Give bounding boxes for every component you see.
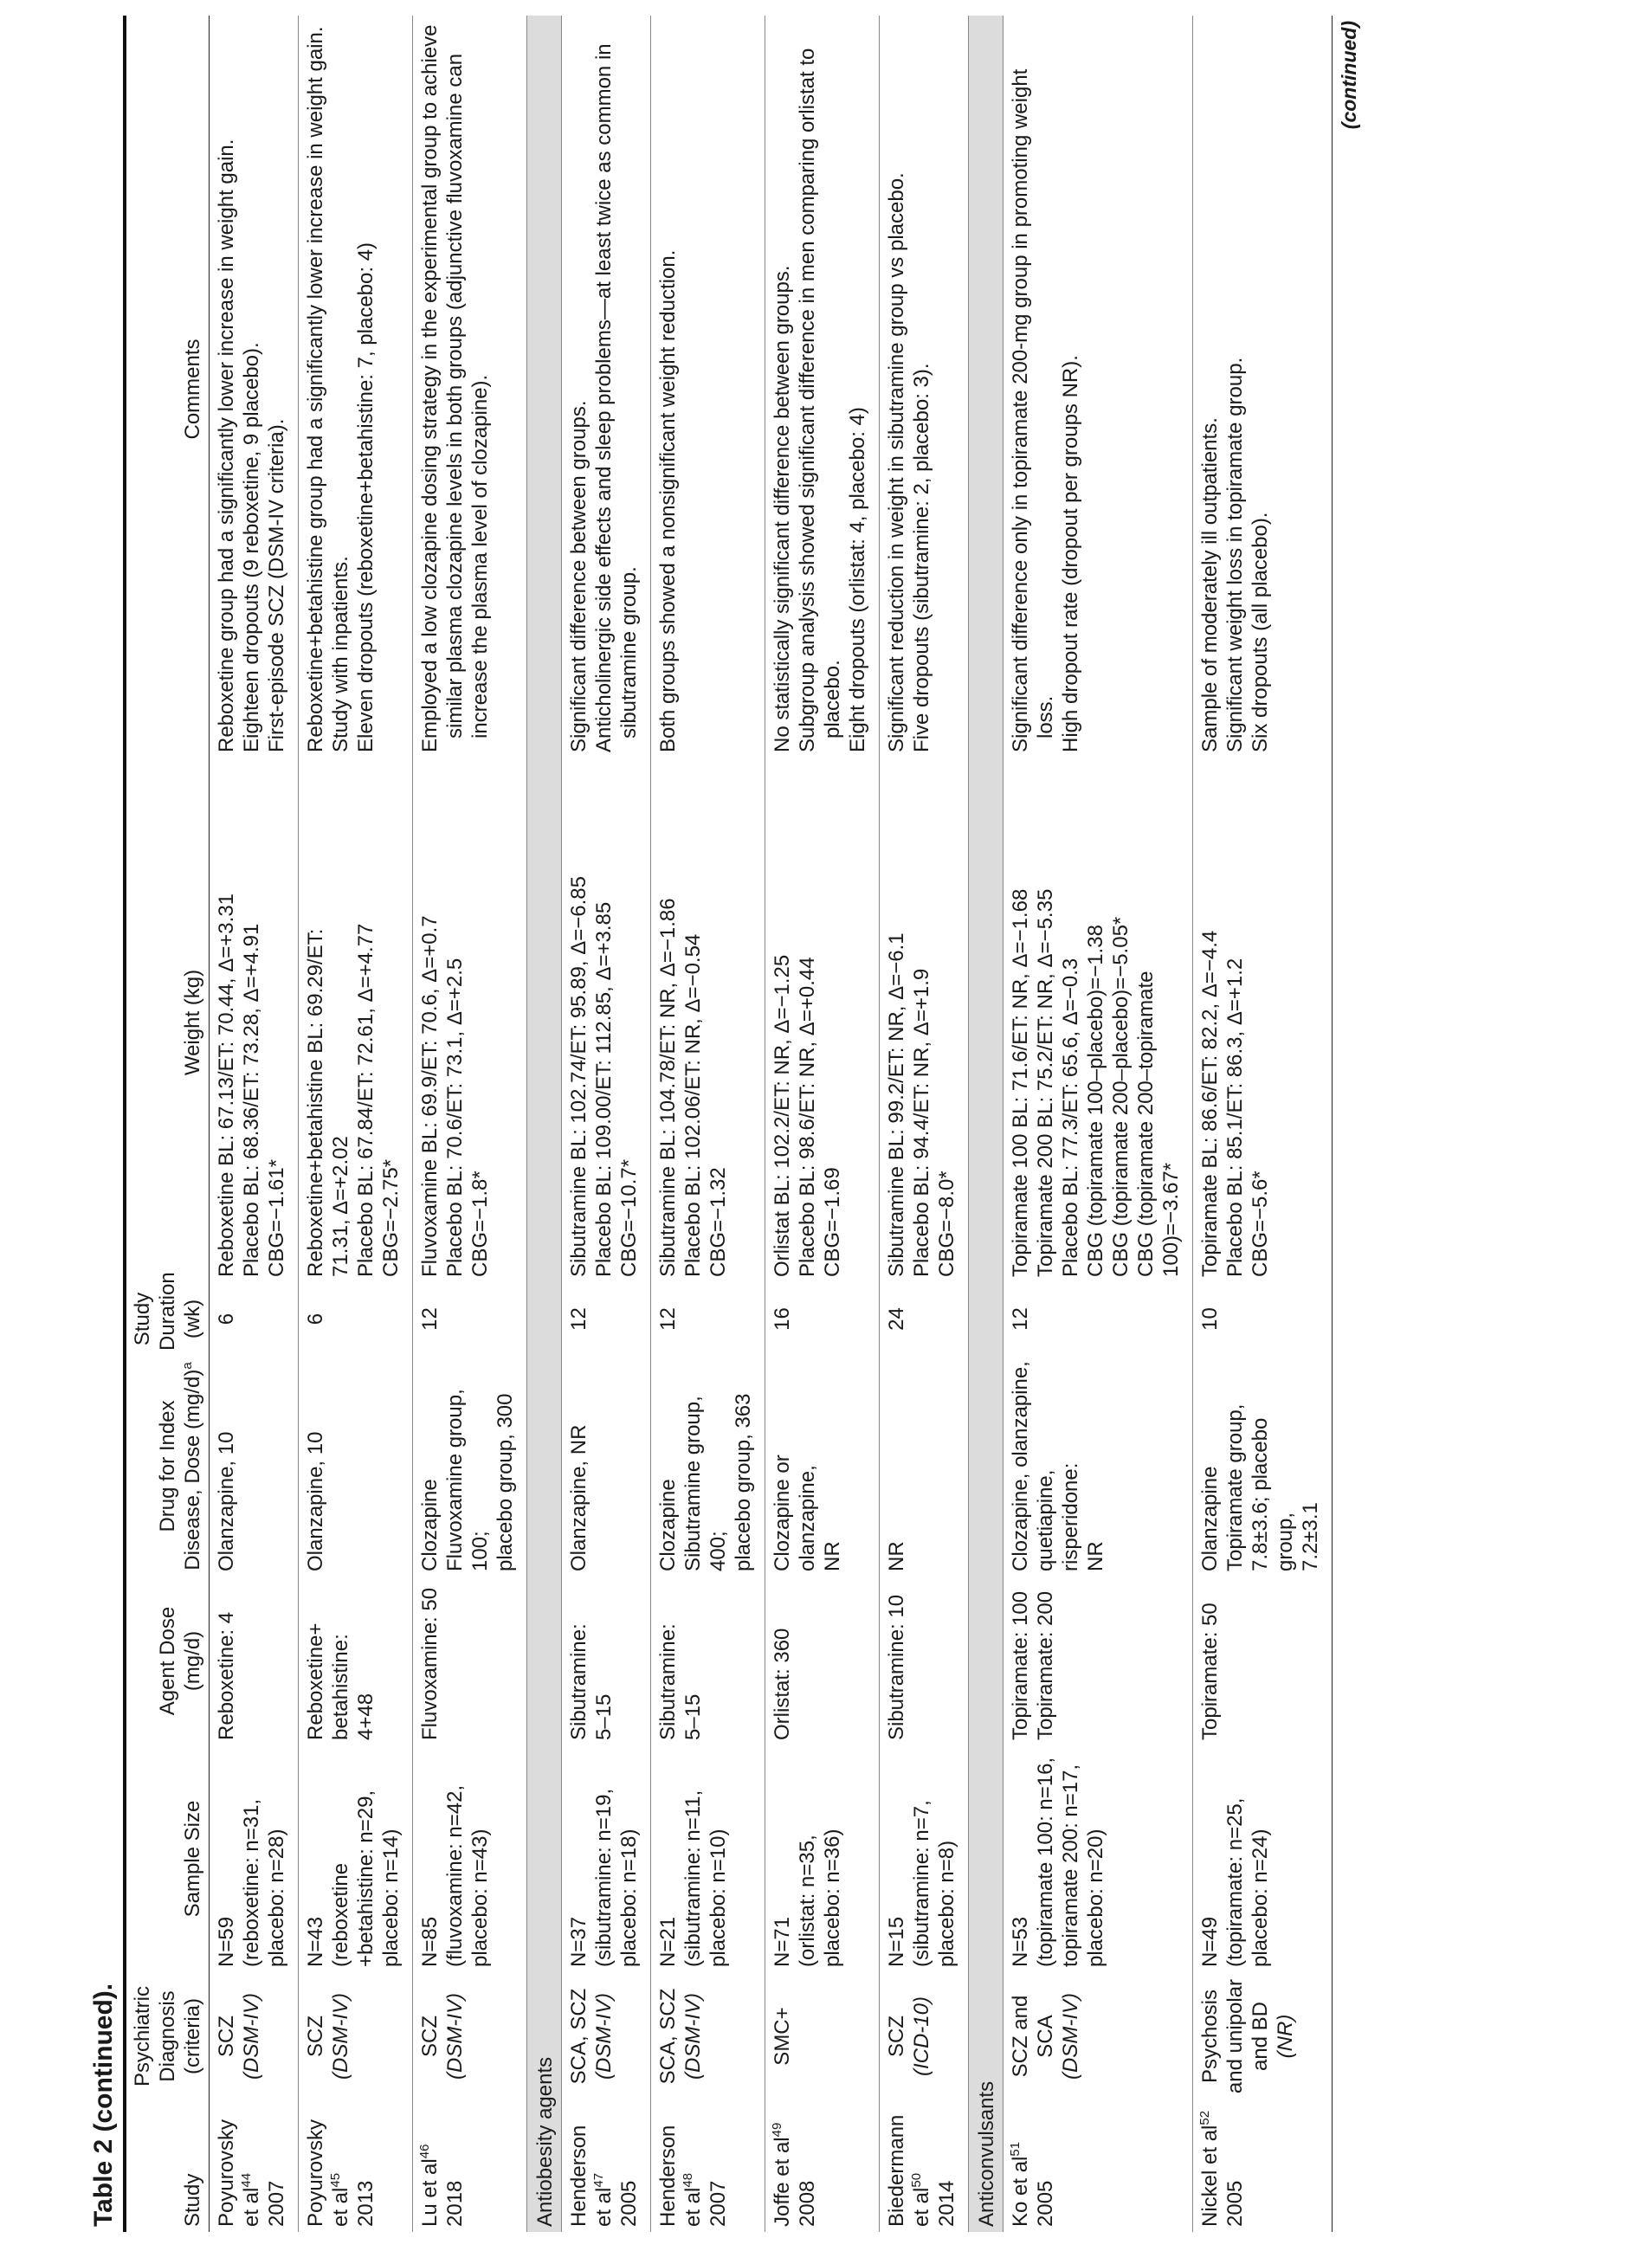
drug-cell (210, 1356, 299, 1577)
drug-line: Clozapine or olanzapine, (771, 1454, 819, 1571)
agent-line: Sibutramine: (567, 1623, 590, 1740)
diagnosis-cell (651, 1972, 765, 2100)
weight-line: Placebo BL: 98.6/ET: NR, Δ=+0.44 (796, 957, 819, 1277)
agent-line: 5–15 (592, 1693, 616, 1740)
sample-line: N=21 (656, 1916, 680, 1967)
weight-line: Topiramate 200 BL: 75.2/ET: NR, Δ=−5.35 (1034, 888, 1057, 1277)
weight-cell (880, 763, 969, 1282)
drug-cell (880, 1356, 969, 1577)
diagnosis-criteria: (ICD-10) (910, 1996, 933, 2077)
sample-line: placebo: n=36) (821, 1829, 844, 1967)
diagnosis: SCZ (215, 2016, 238, 2057)
comments-cell (880, 16, 969, 763)
study-year: 2005 (617, 2180, 641, 2227)
header-sample-size: Sample Size (126, 1745, 210, 1972)
weight-line: CBG=−1.8* (468, 1171, 492, 1277)
data-table (126, 16, 1332, 2232)
category-label: Anticonvulsants (969, 16, 1003, 2232)
sample-line: (sibutramine: n=19, (592, 1788, 616, 1967)
weight-line: Placebo BL: 109.00/ET: 112.85, Δ=+3.85 (592, 901, 616, 1277)
study-cell (880, 2100, 969, 2232)
duration-cell: 6 (299, 1282, 413, 1356)
drug-cell (1003, 1356, 1193, 1577)
header-duration: Study Duration (wk) (126, 1282, 210, 1356)
study-ref: 47 (591, 2172, 606, 2188)
comment-line: Eleven dropouts (reboxetine+betahistine: 7, placebo: 4) (354, 242, 378, 752)
diagnosis: SCA, SCZ (567, 1988, 590, 2085)
sample-line: (reboxetine (329, 1862, 352, 1967)
weight-cell (765, 763, 880, 1282)
comments-cell (562, 16, 651, 763)
study-year: 2008 (796, 2180, 819, 2227)
sample-line: placebo: n=43) (468, 1829, 492, 1967)
weight-line: Topiramate 100 BL: 71.6/ET: NR, Δ=−1.68 (1009, 888, 1032, 1277)
comment-line: Subgroup analysis showed significant difference in men comparing orlistat to placebo. (796, 48, 844, 752)
sample-cell (765, 1745, 880, 1972)
drug-cell (299, 1356, 413, 1577)
drug-line: 7.2±3.1 (1299, 1502, 1322, 1571)
study-year: 2005 (1223, 2180, 1247, 2227)
diagnosis: SMC+ (771, 2007, 794, 2066)
study-name: Lu et al (418, 2158, 442, 2227)
comment-line: No statistically significant difference between groups. (771, 265, 794, 752)
sample-line: N=53 (1009, 1916, 1032, 1967)
agent-line: Orlistat: 360 (771, 1628, 794, 1740)
comments-cell (299, 16, 413, 763)
comment-line: Significant difference between groups. (567, 400, 590, 752)
weight-line: CBG=−1.69 (821, 1167, 844, 1277)
comment-line: Significant weight loss in topiramate group. (1223, 357, 1247, 752)
comment-line: Study with inpatients. (329, 556, 352, 752)
sample-line: placebo: n=8) (935, 1840, 958, 1967)
weight-line: CBG=−1.32 (707, 1167, 730, 1277)
category-label: Antiobesity agents (527, 16, 562, 2232)
diagnosis: Psychosis and unipolar and BD (1198, 1978, 1272, 2094)
agent-line: Reboxetine: 4 (215, 1611, 238, 1740)
study-year: 2007 (265, 2180, 288, 2227)
sample-line: N=85 (418, 1916, 442, 1967)
weight-line: CBG=−2.75* (379, 1158, 403, 1277)
diagnosis-cell (1003, 1972, 1193, 2100)
diagnosis-cell (765, 1972, 880, 2100)
drug-line: NR (885, 1541, 908, 1571)
sample-line: (topiramate: n=25, (1223, 1797, 1247, 1967)
comment-line: Reboxetine+betahistine group had a significantly lower increase in weight gain. (304, 26, 327, 752)
drug-cell (651, 1356, 765, 1577)
weight-line: Placebo BL: 68.36/ET: 73.28, Δ=+4.91 (240, 923, 263, 1277)
sample-cell (210, 1745, 299, 1972)
duration-cell: 6 (210, 1282, 299, 1356)
sample-line: placebo: n=20) (1084, 1829, 1107, 1967)
diagnosis: SCA, SCZ (656, 1988, 680, 2085)
sample-cell (413, 1745, 527, 1972)
agent-line: Fluvoxamine: 50 (418, 1587, 442, 1740)
drug-cell (413, 1356, 527, 1577)
diagnosis-cell (413, 1972, 527, 2100)
header-drug-footnote: a (180, 1362, 195, 1370)
study-name: Nickel et al (1198, 2125, 1222, 2227)
study-year: 2013 (354, 2180, 378, 2227)
weight-line: CBG (topiramate 200–topiramate (1134, 971, 1158, 1277)
agent-cell (765, 1577, 880, 1745)
header-study: Study (126, 2100, 210, 2232)
table-row (880, 16, 969, 2232)
study-ref: 46 (417, 2144, 432, 2159)
agent-cell (651, 1577, 765, 1745)
sample-line: placebo: n=14) (379, 1829, 403, 1967)
weight-line: Sibutramine BL: 104.78/ET: NR, Δ=−1.86 (656, 898, 680, 1277)
header-row (126, 16, 210, 2232)
diagnosis-criteria: (DSM-IV) (592, 1993, 616, 2080)
comment-line: First-episode SCZ (DSM-IV criteria). (265, 418, 288, 752)
diagnosis-criteria: (DSM-IV) (1059, 1993, 1082, 2080)
weight-line: CBG=−8.0* (935, 1171, 958, 1277)
agent-cell (1003, 1577, 1193, 1745)
drug-cell (1193, 1356, 1333, 1577)
weight-line: 71.31, Δ=+2.02 (329, 1136, 352, 1277)
table-row (651, 16, 765, 2232)
study-ref: 52 (1197, 2110, 1212, 2125)
comment-line: Six dropouts (all placebo). (1249, 512, 1272, 752)
diagnosis-cell (210, 1972, 299, 2100)
table-title: Table 2 (continued). (89, 1983, 118, 2227)
sample-line: placebo: n=28) (265, 1829, 288, 1967)
diagnosis-cell (299, 1972, 413, 2100)
sample-line: placebo: n=18) (617, 1829, 641, 1967)
sample-cell (880, 1745, 969, 1972)
agent-cell (1193, 1577, 1333, 1745)
sample-cell (1193, 1745, 1333, 1972)
duration-cell: 12 (651, 1282, 765, 1356)
diagnosis-cell (1193, 1972, 1333, 2100)
duration-cell: 12 (413, 1282, 527, 1356)
diagnosis-criteria: (DSM-IV) (443, 1993, 467, 2080)
comments-cell (413, 16, 527, 763)
weight-line: CBG=−1.61* (265, 1158, 288, 1277)
diagnosis: SCZ (418, 2016, 442, 2057)
weight-cell (651, 763, 765, 1282)
diagnosis-criteria: (NR) (1274, 2014, 1297, 2059)
study-name: Biedermann et al (885, 2114, 933, 2227)
study-ref: 44 (239, 2172, 254, 2188)
sample-line: N=15 (885, 1916, 908, 1967)
weight-line: CBG=−5.6* (1249, 1171, 1272, 1277)
agent-line: Topiramate: 200 (1034, 1590, 1057, 1740)
table-row (562, 16, 651, 2232)
duration-cell: 12 (1003, 1282, 1193, 1356)
table-row (210, 16, 299, 2232)
duration-cell: 24 (880, 1282, 969, 1356)
drug-line: Fluvoxamine group, 100; (443, 1389, 492, 1571)
table-row (1003, 16, 1193, 2232)
weight-line: Fluvoxamine BL: 69.9/ET: 70.6, Δ=+0.7 (418, 915, 442, 1277)
sample-line: N=37 (567, 1916, 590, 1967)
sample-line: (topiramate 100: n=16, (1034, 1757, 1057, 1967)
drug-cell (562, 1356, 651, 1577)
study-cell (562, 2100, 651, 2232)
drug-line: Olanzapine, NR (567, 1424, 590, 1571)
sample-line: N=59 (215, 1916, 238, 1967)
weight-line: Sibutramine BL: 102.74/ET: 95.89, Δ=−6.85 (567, 875, 590, 1277)
weight-cell (299, 763, 413, 1282)
comment-line: Significant difference only in topiramate 200-mg group in promoting weight loss. (1009, 68, 1057, 752)
agent-cell (562, 1577, 651, 1745)
category-row (527, 16, 562, 2232)
header-drug-label: Drug for Index Disease, Dose (mg/d) (156, 1369, 204, 1571)
agent-cell (413, 1577, 527, 1745)
weight-line: Orlistat BL: 102.2/ET: NR, Δ=−1.25 (771, 954, 794, 1277)
table-sheet (85, 16, 1367, 2232)
agent-line: 5–15 (681, 1693, 705, 1740)
sample-line: (fluvoxamine: n=42, (443, 1784, 467, 1967)
study-cell (1003, 2100, 1193, 2232)
study-cell (299, 2100, 413, 2232)
table-row (1193, 16, 1333, 2232)
duration-cell: 16 (765, 1282, 880, 1356)
sample-line: N=71 (771, 1916, 794, 1967)
comment-line: Eight dropouts (orlistat: 4, placebo: 4) (846, 407, 869, 752)
drug-line: placebo group, 363 (732, 1393, 755, 1571)
study-cell (210, 2100, 299, 2232)
study-year: 2007 (707, 2180, 730, 2227)
diagnosis: SCZ and SCA (1009, 1995, 1057, 2078)
comments-cell (210, 16, 299, 763)
comment-line: Eighteen dropouts (9 reboxetine, 9 placebo). (240, 342, 263, 752)
diagnosis: SCZ (304, 2016, 327, 2057)
drug-line: Olanzapine, 10 (304, 1431, 327, 1571)
table-row (413, 16, 527, 2232)
study-year: 2018 (443, 2180, 467, 2227)
comment-line: High dropout rate (dropout per groups NR). (1059, 355, 1082, 752)
drug-line: NR (821, 1541, 844, 1571)
comment-line: Sample of moderately ill outpatients. (1198, 417, 1222, 752)
diagnosis-criteria: (DSM-IV) (329, 1993, 352, 2080)
weight-line: Placebo BL: 70.6/ET: 73.1, Δ=+2.5 (443, 958, 467, 1277)
drug-line: Clozapine, olanzapine, (1009, 1361, 1032, 1571)
drug-line: 7.8±3.6; placebo group, (1249, 1417, 1297, 1571)
drug-line: Clozapine (418, 1479, 442, 1571)
agent-line: Sibutramine: 10 (885, 1594, 908, 1740)
sample-line: (orlistat: n=35, (796, 1835, 819, 1967)
comments-cell (1003, 16, 1193, 763)
study-ref: 49 (770, 2122, 784, 2138)
agent-line: betahistine: 4+48 (329, 1634, 378, 1740)
diagnosis-cell (880, 1972, 969, 2100)
sample-line: placebo: n=24) (1249, 1829, 1272, 1967)
sample-cell (651, 1745, 765, 1972)
category-row (969, 16, 1003, 2232)
study-name: Poyurovsky et al (304, 2119, 352, 2227)
duration-cell: 12 (562, 1282, 651, 1356)
sample-cell (1003, 1745, 1193, 1972)
drug-line: Topiramate group, (1223, 1403, 1247, 1571)
study-name: Poyurovsky et al (215, 2119, 263, 2227)
study-ref: 45 (328, 2172, 343, 2188)
study-cell (765, 2100, 880, 2232)
header-agent-dose: Agent Dose (mg/d) (126, 1577, 210, 1745)
header-drug-dose (126, 1356, 210, 1577)
weight-line: 100)=−3.67* (1159, 1162, 1183, 1277)
study-name: Henderson et al (567, 2125, 616, 2227)
agent-line: Topiramate: 100 (1009, 1590, 1032, 1740)
drug-line: NR (1084, 1541, 1107, 1571)
header-weight: Weight (kg) (126, 763, 210, 1282)
diagnosis-criteria: (DSM-IV) (681, 1993, 705, 2080)
comment-line: Significant reduction in weight in sibutramine group vs placebo. (885, 172, 908, 752)
study-ref: 50 (909, 2172, 924, 2188)
agent-cell (299, 1577, 413, 1745)
drug-line: Sibutramine group, 400; (681, 1396, 730, 1571)
comment-line: Five dropouts (sibutramine: 2, placebo: 3). (910, 363, 933, 752)
comments-cell (651, 16, 765, 763)
study-ref: 51 (1008, 2141, 1023, 2157)
weight-line: Placebo BL: 85.1/ET: 86.3, Δ=+1.2 (1223, 958, 1247, 1277)
comment-line: Anticholinergic side effects and sleep problems—at least twice as common in sibutramine group. (592, 43, 641, 752)
weight-cell (562, 763, 651, 1282)
drug-line: Olanzapine, 10 (215, 1431, 238, 1571)
study-year: 2014 (935, 2180, 958, 2227)
drug-line: Clozapine (656, 1479, 680, 1571)
header-comments: Comments (126, 16, 210, 763)
agent-line: Sibutramine: (656, 1623, 680, 1740)
weight-line: Placebo BL: 102.06/ET: NR, Δ=−0.54 (681, 933, 705, 1277)
sample-line: (sibutramine: n=11, (681, 1790, 705, 1967)
sample-cell (562, 1745, 651, 1972)
weight-line: Topiramate BL: 86.6/ET: 82.2, Δ=−4.4 (1198, 930, 1222, 1277)
sample-line: +betahistine: n=29, (354, 1790, 378, 1967)
weight-line: Placebo BL: 94.4/ET: NR, Δ=+1.9 (910, 968, 933, 1277)
weight-line: Placebo BL: 77.3/ET: 65.6, Δ=−0.3 (1059, 958, 1082, 1277)
study-name: Ko et al (1009, 2156, 1032, 2227)
agent-line: Reboxetine+ (304, 1622, 327, 1740)
comment-line: Both groups showed a nonsignificant weight reduction. (656, 249, 680, 752)
agent-cell (880, 1577, 969, 1745)
study-name: Henderson et al (656, 2125, 705, 2227)
weight-line: CBG (topiramate 100–placebo)=−1.38 (1084, 925, 1107, 1277)
weight-cell (1003, 763, 1193, 1282)
weight-line: CBG=−10.7* (617, 1158, 641, 1277)
diagnosis-criteria: (DSM-IV) (240, 1993, 263, 2080)
comment-line: Employed a low clozapine dosing strategy in the experimental group to achieve similar plasma clozapine levels in both groups (adjunctive fluvoxamine can increase the plasma level of clozapine). (418, 24, 492, 752)
drug-cell (765, 1356, 880, 1577)
sample-line: N=43 (304, 1916, 327, 1967)
drug-line: quetiapine, risperidone: (1034, 1462, 1082, 1571)
weight-line: Sibutramine BL: 99.2/ET: NR, Δ=−6.1 (885, 932, 908, 1277)
weight-cell (1193, 763, 1333, 1282)
sample-line: (sibutramine: n=7, (910, 1800, 933, 1967)
diagnosis: SCZ (885, 2016, 908, 2057)
study-cell (413, 2100, 527, 2232)
weight-cell (413, 763, 527, 1282)
comments-cell (765, 16, 880, 763)
study-name: Joffe et al (771, 2137, 794, 2227)
weight-line: CBG (topiramate 200–placebo)=−5.05* (1109, 916, 1133, 1277)
sample-line: topiramate 200: n=17, (1059, 1764, 1082, 1967)
comment-line: Reboxetine group had a significantly lower increase in weight gain. (215, 139, 238, 752)
drug-line: placebo group, 300 (494, 1393, 517, 1571)
sample-cell (299, 1745, 413, 1972)
study-ref: 48 (681, 2172, 695, 2188)
weight-cell (210, 763, 299, 1282)
agent-line: Topiramate: 50 (1198, 1603, 1222, 1740)
header-diagnosis: Psychiatric Diagnosis (criteria) (126, 1972, 210, 2100)
sample-line: (reboxetine: n=31, (240, 1798, 263, 1967)
table-body (210, 16, 1333, 2232)
drug-line: Olanzapine (1198, 1466, 1222, 1571)
study-year: 2005 (1034, 2180, 1057, 2227)
table-row (299, 16, 413, 2232)
table-footer (1332, 16, 1367, 2232)
table-row (765, 16, 880, 2232)
table-title-row (85, 16, 126, 2232)
weight-line: Reboxetine BL: 67.13/ET: 70.44, Δ=+3.31 (215, 893, 238, 1277)
sample-line: placebo: n=10) (707, 1829, 730, 1967)
continued-label: (continued) (1338, 21, 1360, 130)
comments-cell (1193, 16, 1333, 763)
study-cell (651, 2100, 765, 2232)
weight-line: Placebo BL: 67.84/ET: 72.61, Δ=+4.77 (354, 923, 378, 1277)
agent-cell (210, 1577, 299, 1745)
sample-line: N=49 (1198, 1916, 1222, 1967)
diagnosis-cell (562, 1972, 651, 2100)
duration-cell: 10 (1193, 1282, 1333, 1356)
study-cell (1193, 2100, 1333, 2232)
weight-line: Reboxetine+betahistine BL: 69.29/ET: (304, 928, 327, 1277)
